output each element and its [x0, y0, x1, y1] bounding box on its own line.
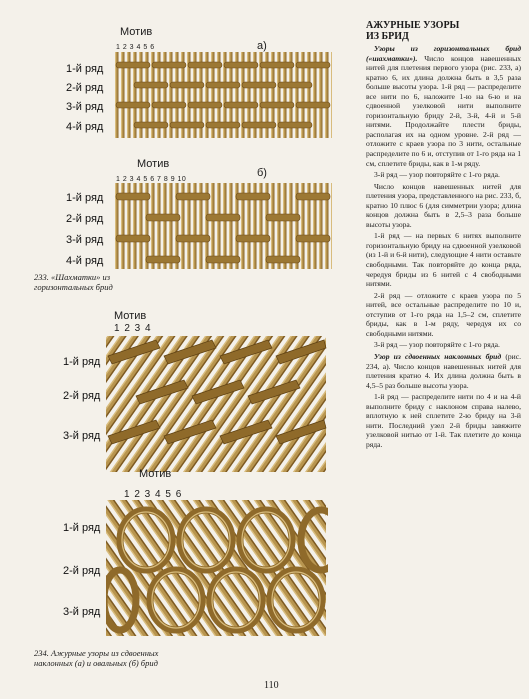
fig234a-row1: 1-й ряд: [63, 356, 101, 368]
fig234-caption: [34, 648, 234, 668]
fig234b-row1: 1-й ряд: [63, 522, 101, 534]
fig233a-row3: 3-й ряд: [66, 101, 104, 113]
fig234b-macrame-image: [106, 500, 328, 638]
body-text-column: [366, 44, 521, 451]
paragraph: [366, 182, 521, 230]
fig234b-motiv-label: Мотив: [139, 468, 172, 480]
paragraph-text: 2-й ряд — отложите с краев узора по 5 нитей, все остальные распределите по 10 и, отступив от 1-го ряда на 1,5–2 см, сплетите бриды, как в 1-м ряду, чередуя их со свободными нитями.: [366, 290, 521, 338]
section-heading: [366, 20, 459, 42]
paragraph-bold: Узор из сдвоенных наклонных брид: [374, 351, 502, 361]
section-heading-line1: АЖУРНЫЕ УЗОРЫ: [366, 20, 460, 31]
fig233a-row2: 2-й ряд: [66, 82, 104, 94]
fig233b-row1: 1-й ряд: [66, 192, 104, 204]
paragraph: [366, 170, 521, 180]
fig233b-letter: б): [257, 167, 267, 179]
page-number: 110: [264, 680, 279, 691]
fig234-caption-line2: наклонных (а) и овальных (б) брид: [34, 658, 158, 668]
fig233b-row3: 3-й ряд: [66, 234, 104, 246]
fig234b-numbers: 1 2 3 4 5 6: [124, 489, 183, 500]
fig233a-numbers: 1 2 3 4 5 6: [116, 44, 155, 51]
fig234-caption-line1: 234. Ажурные узоры из сдвоенных: [34, 648, 159, 658]
fig234a-motiv-label: Мотив: [114, 310, 147, 322]
paragraph: [366, 340, 521, 350]
fig233b-motiv-label: Мотив: [137, 158, 170, 170]
paragraph: [366, 44, 521, 168]
fig234a-macrame-image: [106, 336, 328, 474]
fig233b-row4: 4-й ряд: [66, 255, 104, 267]
fig233a-macrame-image: [114, 50, 334, 140]
paragraph-text: (рис. 234, а). Число концов навешенных нитей для плетения кратно 4. Их длина должна быть в 4,5–5 раз больше высоты узора.: [366, 351, 521, 390]
fig234b-row3: 3-й ряд: [63, 606, 101, 618]
fig233-caption: [34, 272, 154, 292]
paragraph-text: 1-й ряд — распределите нити по 4 и на 4-й выполните бриду с наклоном справа налево, вплотную к ней сплетите 2-ю бриду на 3-й нити. Последний узел 2-й бриды завяжите узелковой нитью от 1-й. Так плетите до конца ряда.: [366, 392, 521, 449]
paragraph: [366, 392, 521, 449]
paragraph: [366, 231, 521, 288]
paragraph-text: Число концов навешенных нитей для плетения узора, представленного на рис. 233, б, кратно 10 плюс 6 (для симметрии узора; длина концов должна быть в 2,5–3 раза больше высоты узора.: [366, 181, 521, 229]
paragraph: [366, 291, 521, 339]
fig233a-row1: 1-й ряд: [66, 63, 104, 75]
paragraph-text: 1-й ряд — на первых 6 нитях выполните горизонтальную бриду на сдвоенной узелковой (из 1-й и 6-й нити), следующие 4 нити оставьте свободными. Так повторяйте до конца ряда, чередуя бриды из 6 нитей с 4 свободными нитями.: [366, 231, 521, 289]
fig234a-row2: 2-й ряд: [63, 390, 101, 402]
fig234a-numbers: 1 2 3 4: [114, 323, 152, 334]
section-heading-line2: ИЗ БРИД: [366, 31, 409, 42]
fig233-caption-line1: 233. «Шахматки» из: [34, 272, 111, 282]
paragraph: [366, 352, 521, 390]
fig233a-row4: 4-й ряд: [66, 121, 104, 133]
fig233b-row2: 2-й ряд: [66, 213, 104, 225]
fig233a-letter: а): [257, 40, 267, 52]
paragraph-bold: Узоры из горизонтальных брид («шахматки»).: [366, 44, 521, 63]
paragraph-text: 3-й ряд — узор повторяйте с 1-го ряда.: [374, 170, 500, 180]
fig234a-row3: 3-й ряд: [63, 430, 101, 442]
paragraph-text: 3-й ряд — узор повторяйте с 1-го ряда.: [374, 340, 500, 350]
fig233b-macrame-image: [114, 183, 334, 271]
fig233b-numbers: 1 2 3 4 5 6 7 8 9 10: [116, 176, 187, 183]
paragraph-text: Число концов навешенных нитей для плетения первого узора (рис. 233, а) кратно 6, их длина должна быть в 3,5 раза больше высоты узора. 1-й ряд — распределите все нити по 6, наложите 1-ю на 6-ю и на сдвоенной узелковой нити выполните горизонтальную бриду 2-й, 3-й, 4-й и 5-й нитями. Продолжайте плести бриды, располагая их на одном уровне. 2-й ряд — отложите с краев узора по 3 нити, остальные распределите по 6 и, отступив от 1-го ряда на 1 см, сплетите бриды, как в 1-м ряду.: [366, 53, 521, 168]
fig233-caption-line2: горизонтальных брид: [34, 282, 113, 292]
fig234b-row2: 2-й ряд: [63, 565, 101, 577]
fig233a-motiv-label: Мотив: [120, 26, 153, 38]
